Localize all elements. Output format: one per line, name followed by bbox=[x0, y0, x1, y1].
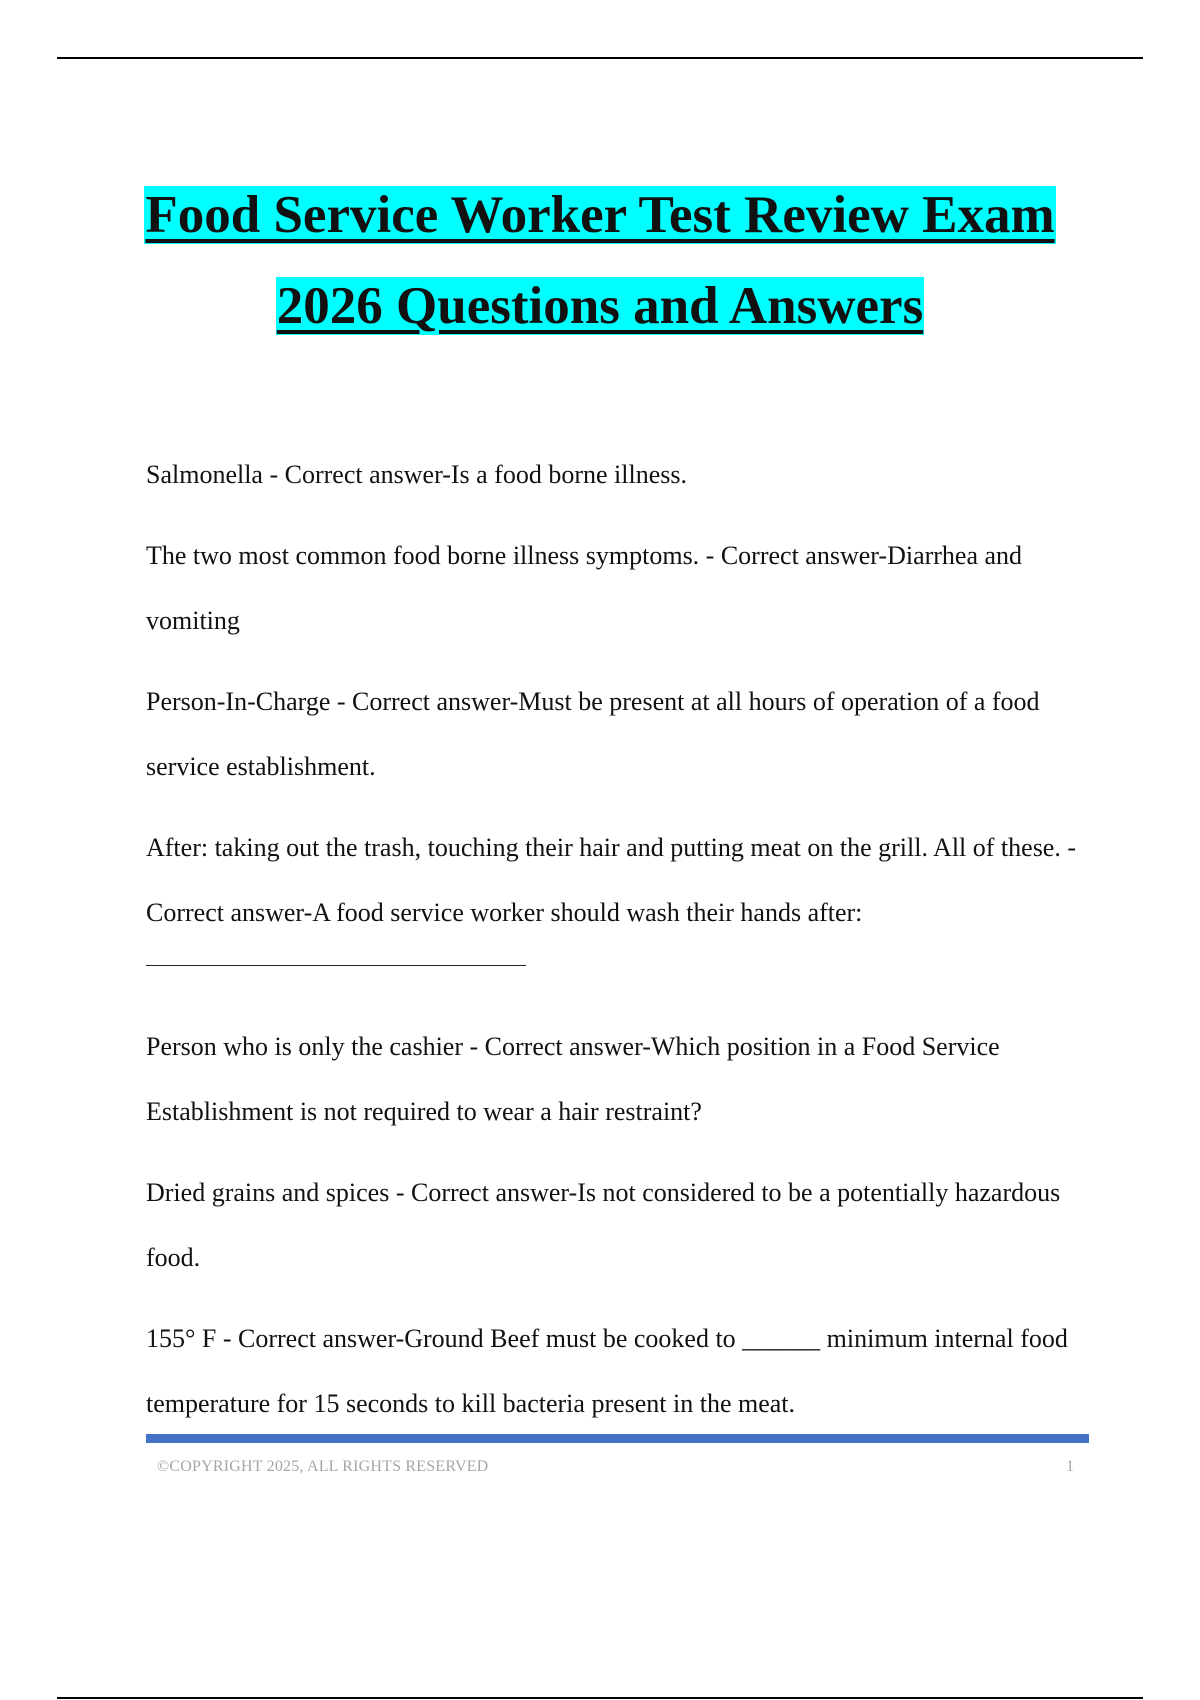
qa-entry: Salmonella - Correct answer-Is a food borne illness. bbox=[146, 460, 687, 489]
title-line-2: 2026 Questions and Answers bbox=[276, 277, 924, 335]
qa-entry: Person-In-Charge - Correct answer-Must be present at all hours of operation of a food service establishment. bbox=[146, 687, 1040, 781]
page-top-rule bbox=[57, 57, 1143, 59]
page-number: 1 bbox=[1066, 1458, 1074, 1475]
qa-entry: Person who is only the cashier - Correct answer-Which position in a Food Service Establishment is not required to wear a hair restraint? bbox=[146, 1032, 1000, 1126]
qa-entry: After: taking out the trash, touching their hair and putting meat on the grill. All of these. - Correct answer-A food service worker should wash their hands after: bbox=[146, 833, 1077, 927]
qa-entry: The two most common food borne illness symptoms. - Correct answer-Diarrhea and vomiting bbox=[146, 541, 1023, 635]
document-title bbox=[57, 170, 1143, 352]
qa-entry: 155° F - Correct answer-Ground Beef must be cooked to ______ minimum internal food temperature for 15 seconds to kill bacteria present in the meat. bbox=[146, 1324, 1068, 1418]
footer-copyright: ©COPYRIGHT 2025, ALL RIGHTS RESERVED bbox=[157, 1458, 489, 1475]
answer-blank-line bbox=[146, 965, 526, 966]
title-line-1: Food Service Worker Test Review Exam bbox=[145, 186, 1055, 244]
footer-divider-bar bbox=[146, 1434, 1089, 1443]
page-bottom-rule bbox=[57, 1697, 1143, 1699]
qa-entry: Dried grains and spices - Correct answer-Is not considered to be a potentially hazardous food. bbox=[146, 1178, 1061, 1272]
qa-list bbox=[146, 442, 1096, 1452]
